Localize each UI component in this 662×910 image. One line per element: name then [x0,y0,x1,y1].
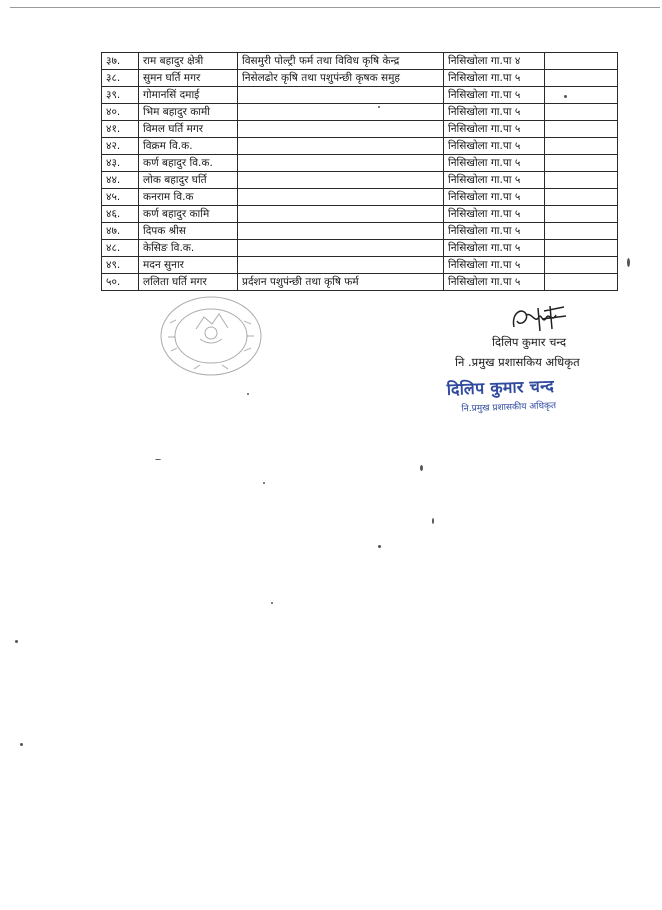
cell-name: विमल घर्ति मगर [139,121,238,138]
table-row [102,104,618,121]
cell-sn: ३९. [102,87,139,104]
cell-sn: ४८. [102,240,139,257]
table-row [102,240,618,257]
cell-sn: ४३. [102,155,139,172]
cell-name: सुमन घर्ति मगर [139,70,238,87]
scan-speck [263,482,265,484]
cell-name: मदन सुनार [139,257,238,274]
cell-name: ललिता घर्ति मगर [139,274,238,291]
cell-org [238,155,444,172]
scan-speck [15,640,18,643]
cell-remark [545,223,618,240]
cell-sn: ४०. [102,104,139,121]
stamp-title: नि.प्रमुख प्रशासकीय अधिकृत [461,401,557,415]
cell-remark [545,206,618,223]
cell-org: विसमुरी पोल्ट्री फर्म तथा विविध कृषि केन्द्र [238,53,444,70]
cell-org [238,172,444,189]
cell-name: भिम बहादुर कामी [139,104,238,121]
table-row [102,172,618,189]
cell-address: निसिखोला गा.पा ५ [444,70,545,87]
cell-address: निसिखोला गा.पा ४ [444,53,545,70]
cell-remark [545,189,618,206]
cell-address: निसिखोला गा.पा ५ [444,155,545,172]
beneficiary-table-body [102,53,618,291]
stamp-name: दिलिप कुमार चन्द [446,376,555,399]
table-row [102,223,618,240]
scan-speck [20,743,23,746]
table-row [102,274,618,291]
cell-address: निसिखोला गा.पा ५ [444,189,545,206]
scan-speck [378,106,380,108]
cell-address: निसिखोला गा.पा ५ [444,274,545,291]
cell-sn: ४२. [102,138,139,155]
cell-remark [545,70,618,87]
scan-speck [627,258,630,267]
cell-name: दिपक श्रीस [139,223,238,240]
signer-name: दिलिप कुमार चन्द [492,335,567,349]
cell-remark [545,274,618,291]
cell-address: निसिखोला गा.पा ५ [444,138,545,155]
cell-remark [545,121,618,138]
cell-remark [545,155,618,172]
cell-org [238,189,444,206]
cell-remark [545,138,618,155]
table-row [102,138,618,155]
scan-speck [378,545,381,548]
cell-org [238,240,444,257]
cell-remark [545,87,618,104]
cell-org [238,206,444,223]
table-row [102,189,618,206]
cell-org [238,87,444,104]
cell-sn: ४५. [102,189,139,206]
cell-remark [545,53,618,70]
cell-address: निसिखोला गा.पा ५ [444,104,545,121]
cell-org [238,121,444,138]
cell-sn: ४७. [102,223,139,240]
table-row [102,70,618,87]
cell-sn: ४१. [102,121,139,138]
cell-org: प्रर्दशन पशुपंन्छी तथा कृषि फर्म [238,274,444,291]
cell-org [238,104,444,121]
scan-speck [420,465,423,471]
cell-org [238,138,444,155]
cell-org [238,223,444,240]
cell-sn: ५०. [102,274,139,291]
cell-name: विक्रम वि.क. [139,138,238,155]
scan-speck [432,518,434,524]
table-row [102,155,618,172]
cell-name: लोक बहादुर घर्ति [139,172,238,189]
cell-name: कनराम वि.क [139,189,238,206]
cell-address: निसिखोला गा.पा ५ [444,223,545,240]
scan-speck [271,602,273,604]
cell-remark [545,172,618,189]
cell-sn: ४९. [102,257,139,274]
signature-icon [508,303,572,335]
table-row [102,257,618,274]
signer-title: नि .प्रमुख प्रशासकिय अधिकृत [455,355,580,369]
cell-sn: ४६. [102,206,139,223]
cell-remark [545,240,618,257]
cell-name: कर्ण बहादुर वि.क. [139,155,238,172]
beneficiary-table [101,52,618,291]
office-seal-icon [156,293,266,379]
table-row [102,87,618,104]
cell-org [238,257,444,274]
scan-speck [247,393,249,395]
name-stamp [446,374,556,415]
table-row [102,53,618,70]
cell-sn: ३८. [102,70,139,87]
cell-org: निसेलढोर कृषि तथा पशुपंन्छी कृषक समुह [238,70,444,87]
cell-address: निसिखोला गा.पा ५ [444,257,545,274]
cell-name: कर्ण बहादुर कामि [139,206,238,223]
cell-sn: ३७. [102,53,139,70]
cell-name: केसिङ वि.क. [139,240,238,257]
table-row [102,121,618,138]
cell-address: निसिखोला गा.पा ५ [444,206,545,223]
cell-address: निसिखोला गा.पा ५ [444,240,545,257]
scan-speck [564,95,567,98]
cell-sn: ४४. [102,172,139,189]
top-rule [10,7,660,8]
cell-remark [545,257,618,274]
cell-name: राम बहादुर क्षेत्री [139,53,238,70]
cell-address: निसिखोला गा.पा ५ [444,172,545,189]
cell-address: निसिखोला गा.पा ५ [444,87,545,104]
cell-address: निसिखोला गा.पा ५ [444,121,545,138]
cell-name: गोमानसिं दमाई [139,87,238,104]
table-row [102,206,618,223]
cell-remark [545,104,618,121]
scan-speck [155,459,161,460]
